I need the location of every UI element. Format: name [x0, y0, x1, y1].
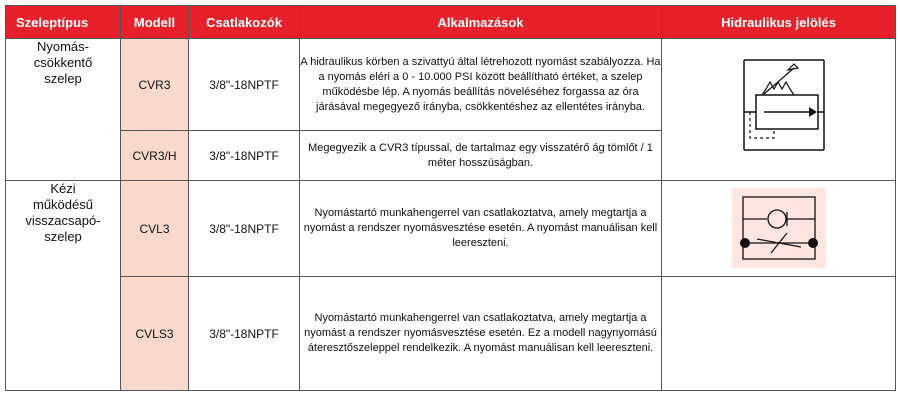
- ports-cell: 3/8"-18NPTF: [189, 181, 300, 277]
- model-cell: CVR3/H: [121, 131, 189, 181]
- header-row: [6, 6, 896, 39]
- application-cell: Nyomástartó munkahengerrel van csatlakoztatva, amely megtartja a nyomást a rendszer nyomásvesztése esetén. A nyomást manuálisan kell leereszteni.: [300, 181, 662, 277]
- ports-cell: 3/8"-18NPTF: [189, 39, 300, 131]
- valve-type-cell: [6, 181, 121, 391]
- valve-type-label: Nyomás- csökkentő szelep: [33, 39, 93, 86]
- manual-check-valve-icon: [731, 187, 827, 274]
- application-cell: Nyomástartó munkahengerrel van csatlakoztatva, amely megtartja a nyomást a rendszer nyomásvesztése esetén. Ez a modell nagynyomású áteresztőszeleppel rendelkezik. A nyomást manuálisan kell leereszteni.: [300, 277, 662, 391]
- table-row: [6, 277, 896, 391]
- header-symbol: Hidraulikus jelölés: [662, 6, 896, 39]
- ports-cell: 3/8"-18NPTF: [189, 277, 300, 391]
- application-cell: A hidraulikus körben a szivattyú által létrehozott nyomást szabályozza. Ha a nyomás eléri a 0 - 10.000 PSI között beállítható értéket, a szelep működésbe lép. A nyomás beállítás növeléséhez forgassa az óra járásával megegyező irányba, csökkentéshez az ellentétes irányba.: [300, 39, 662, 131]
- pressure-reducing-valve-icon: [704, 50, 854, 170]
- model-cell: CVR3: [121, 39, 189, 131]
- application-cell: Megegyezik a CVR3 típussal, de tartalmaz egy visszatérő ág tömlőt / 1 méter hosszúságban.: [300, 131, 662, 181]
- symbol-cell-empty: [662, 277, 896, 391]
- header-type: Szeleptípus: [6, 6, 121, 39]
- header-model: Modell: [121, 6, 189, 39]
- symbol-cell: [662, 39, 896, 181]
- valve-type-label: Kézi működésű visszacsapó- szelep: [25, 181, 101, 244]
- table-row: [6, 181, 896, 277]
- valve-table: [5, 5, 896, 391]
- header-applications: Alkalmazások: [300, 6, 662, 39]
- valve-type-cell: [6, 39, 121, 181]
- model-cell: CVL3: [121, 181, 189, 277]
- header-ports: Csatlakozók: [189, 6, 300, 39]
- table-row: [6, 39, 896, 131]
- model-cell: CVLS3: [121, 277, 189, 391]
- symbol-cell: [662, 181, 896, 277]
- ports-cell: 3/8"-18NPTF: [189, 131, 300, 181]
